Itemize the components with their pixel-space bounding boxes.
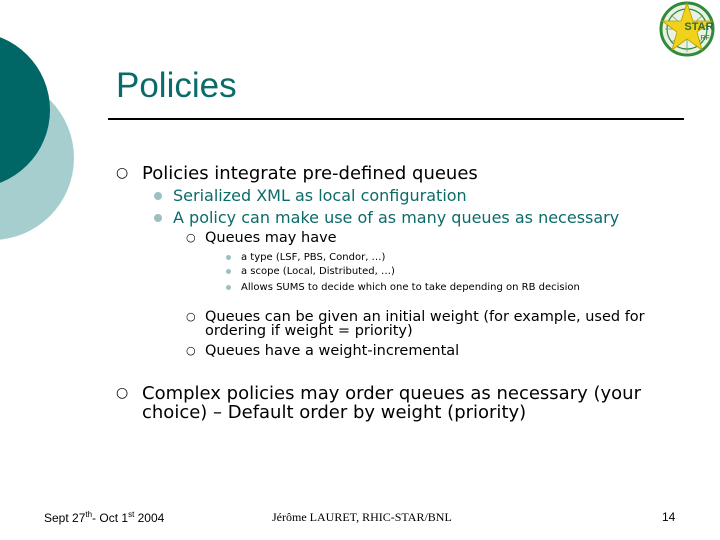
hollow-circle-bullet-icon: ○ [116,385,129,401]
bullet-item [186,231,676,245]
bullet-item [116,384,676,422]
bullet-text: A policy can make use of as many queues as necessary [173,208,620,227]
bullet-text: Queues can be given an initial weight (for example, used for ordering if weight = priority) [205,309,645,339]
bullet-item [186,310,676,338]
bullet-text: Queues may have [205,230,337,246]
bullet-text: Policies integrate pre-defined queues [142,163,478,184]
bullet-item [186,344,676,358]
decorative-circles [0,0,80,300]
bullet-item [151,209,681,227]
logo-subtext: RF [700,35,710,42]
hollow-circle-bullet-icon: ○ [186,231,196,244]
slide-title: Policies [116,66,237,105]
hollow-circle-bullet-icon: ○ [186,344,196,357]
bullet-item [116,164,676,183]
bullet-item [151,187,681,205]
footer-date: Sept 27th- Oct 1st 2004 [44,510,165,525]
hollow-circle-bullet-icon: ○ [186,310,196,323]
dot-bullet-icon [226,285,231,290]
dot-bullet-icon [226,255,231,260]
bullet-text: a type (LSF, PBS, Condor, …) [241,252,386,263]
footer-author: Jérôme LAURET, RHIC-STAR/BNL [272,510,452,524]
dot-bullet-icon [154,192,162,200]
bullet-item [224,252,664,263]
bullet-item [224,282,664,293]
dot-bullet-icon [226,269,231,274]
bullet-text: Complex policies may order queues as necessary (your choice) – Default order by weight (priority) [142,383,641,423]
bullet-text: Queues have a weight-incremental [205,343,460,359]
bullet-item [224,266,664,277]
title-divider [108,118,684,120]
star-logo [655,0,719,58]
hollow-circle-bullet-icon: ○ [116,165,129,181]
page-number: 14 [662,510,676,524]
bullet-text: Serialized XML as local configuration [173,186,467,205]
bullet-text: Allows SUMS to decide which one to take depending on RB decision [241,282,580,293]
logo-text: STAR [684,21,714,33]
dot-bullet-icon [154,214,162,222]
bullet-text: a scope (Local, Distributed, …) [241,266,395,277]
